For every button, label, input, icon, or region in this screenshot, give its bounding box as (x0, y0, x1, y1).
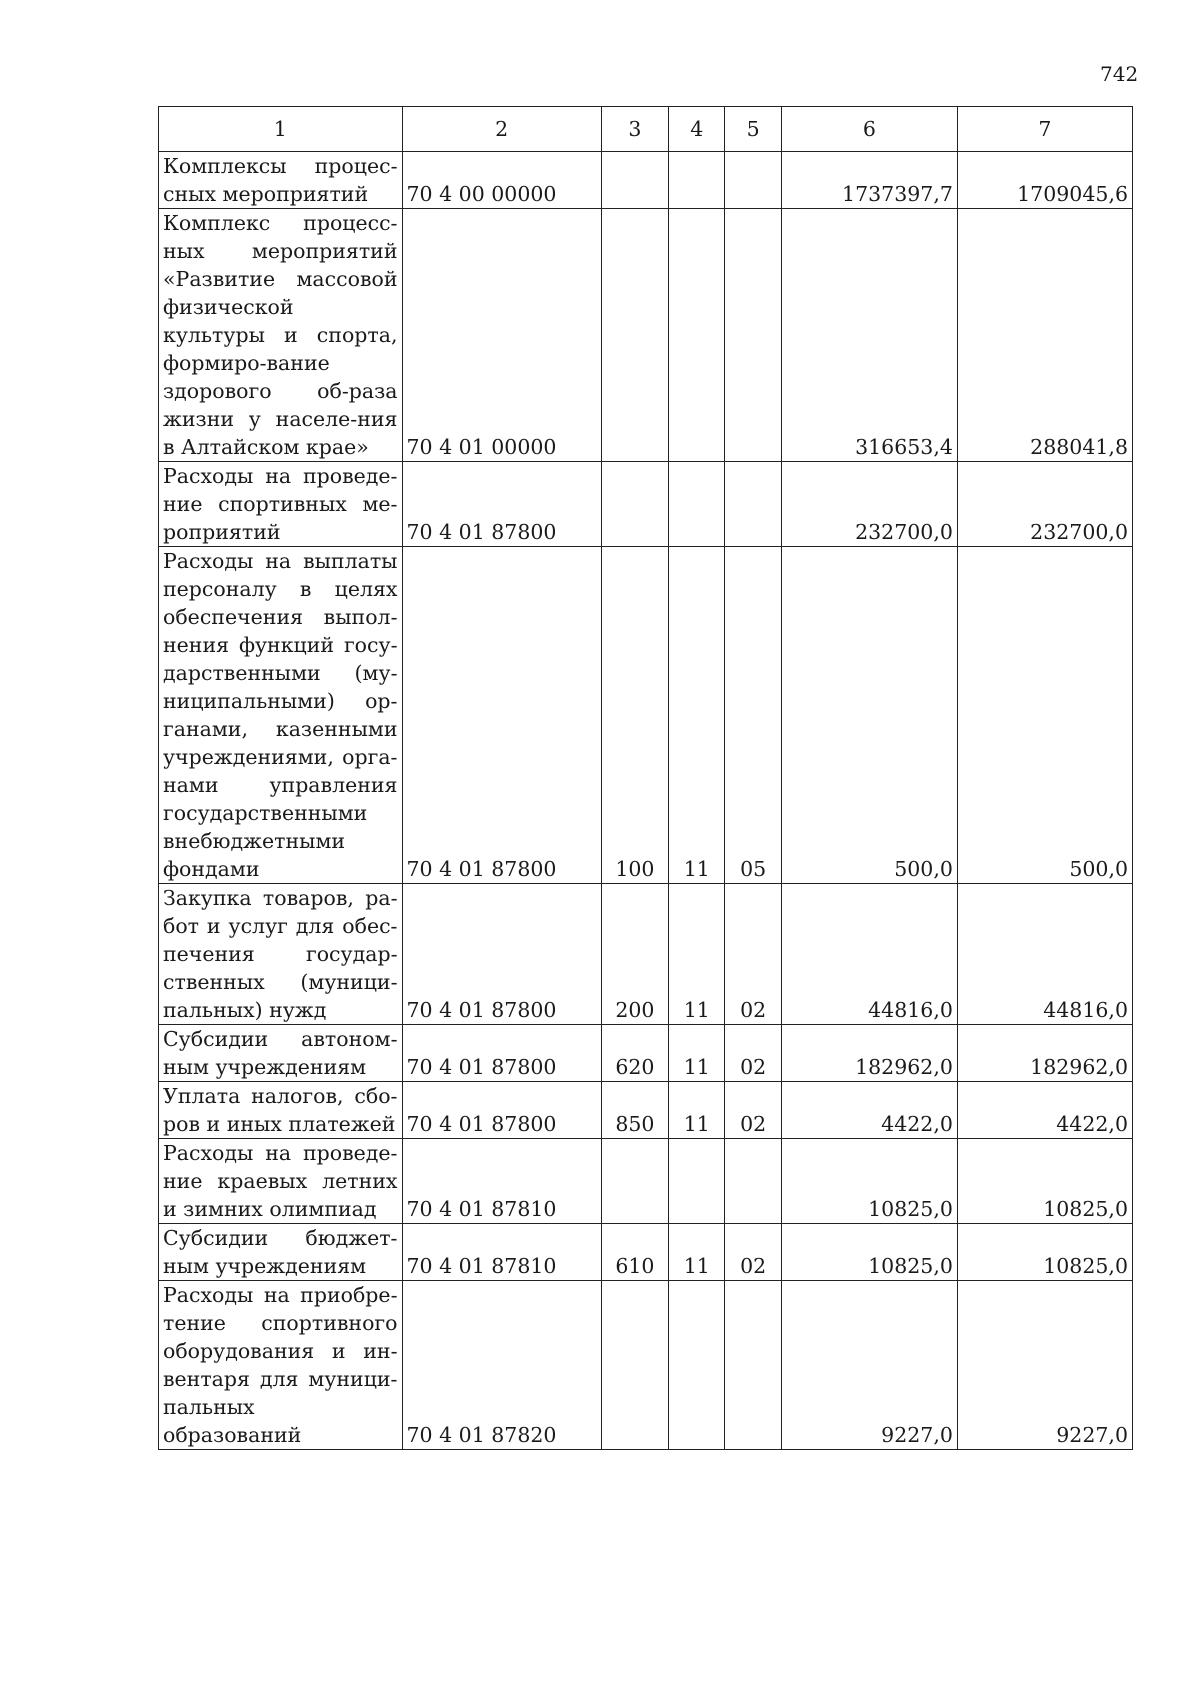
page-number: 742 (1100, 62, 1139, 86)
row-rz-cell: 11 (669, 884, 725, 1025)
table-row (159, 547, 1133, 884)
row-rz-cell: 11 (669, 1082, 725, 1139)
column-header: 4 (669, 107, 725, 152)
row-rz-cell (669, 209, 725, 462)
row-pr-cell: 02 (725, 884, 781, 1025)
row-name-cell: Расходы на проведе-ние краевых летних и зимних олимпиад (159, 1139, 403, 1224)
column-header: 6 (781, 107, 957, 152)
table-row (159, 462, 1133, 547)
row-sum1-cell: 10825,0 (781, 1139, 957, 1224)
row-vr-cell: 100 (601, 547, 668, 884)
row-name-cell: Расходы на проведе-ние спортивных ме-роприятий (159, 462, 403, 547)
row-rz-cell (669, 152, 725, 209)
row-sum2-cell: 10825,0 (957, 1224, 1132, 1281)
row-sum2-cell: 288041,8 (957, 209, 1132, 462)
column-header: 3 (601, 107, 668, 152)
table-header-row (159, 107, 1133, 152)
row-sum2-cell: 44816,0 (957, 884, 1132, 1025)
row-vr-cell: 200 (601, 884, 668, 1025)
row-vr-cell (601, 1281, 668, 1450)
row-pr-cell (725, 1281, 781, 1450)
row-code-cell: 70 4 01 87820 (402, 1281, 601, 1450)
row-rz-cell: 11 (669, 1025, 725, 1082)
table-row (159, 1224, 1133, 1281)
table-row (159, 1281, 1133, 1450)
column-header: 2 (402, 107, 601, 152)
table-row (159, 1139, 1133, 1224)
row-pr-cell (725, 1139, 781, 1224)
row-code-cell: 70 4 01 00000 (402, 209, 601, 462)
row-vr-cell (601, 462, 668, 547)
table-row (159, 209, 1133, 462)
row-code-cell: 70 4 01 87800 (402, 1025, 601, 1082)
row-rz-cell (669, 1281, 725, 1450)
row-sum1-cell: 4422,0 (781, 1082, 957, 1139)
row-code-cell: 70 4 00 00000 (402, 152, 601, 209)
row-sum1-cell: 316653,4 (781, 209, 957, 462)
row-name-cell: Субсидии бюджет-ным учреждениям (159, 1224, 403, 1281)
row-sum2-cell: 4422,0 (957, 1082, 1132, 1139)
row-pr-cell: 02 (725, 1224, 781, 1281)
table-row (159, 1082, 1133, 1139)
row-code-cell: 70 4 01 87810 (402, 1139, 601, 1224)
row-name-cell: Расходы на выплаты персоналу в целях обеспечения выпол-нения функций госу-дарственными (му-ниципальными) ор-ганами, казенными учреждениями, орга-нами управления государственными внебюджетными фондами (159, 547, 403, 884)
row-pr-cell (725, 209, 781, 462)
row-code-cell: 70 4 01 87800 (402, 884, 601, 1025)
row-name-cell: Закупка товаров, ра-бот и услуг для обес-печения государ-ственных (муници-пальных) нужд (159, 884, 403, 1025)
row-vr-cell: 620 (601, 1025, 668, 1082)
row-sum1-cell: 1737397,7 (781, 152, 957, 209)
row-rz-cell: 11 (669, 1224, 725, 1281)
column-header: 7 (957, 107, 1132, 152)
row-code-cell: 70 4 01 87800 (402, 547, 601, 884)
column-header: 5 (725, 107, 781, 152)
row-pr-cell: 05 (725, 547, 781, 884)
table-row (159, 152, 1133, 209)
row-vr-cell: 850 (601, 1082, 668, 1139)
row-code-cell: 70 4 01 87810 (402, 1224, 601, 1281)
row-name-cell: Комплекс процесс-ных мероприятий «Развитие массовой физической культуры и спорта, формиро-вание здорового об-раза жизни у населе-ния в Алтайском крае» (159, 209, 403, 462)
row-sum1-cell: 9227,0 (781, 1281, 957, 1450)
row-sum2-cell: 10825,0 (957, 1139, 1132, 1224)
row-vr-cell (601, 152, 668, 209)
row-sum2-cell: 182962,0 (957, 1025, 1132, 1082)
row-name-cell: Уплата налогов, сбо-ров и иных платежей (159, 1082, 403, 1139)
row-name-cell: Расходы на приобре-тение спортивного оборудования и ин-вентаря для муници-пальных образований (159, 1281, 403, 1450)
row-pr-cell: 02 (725, 1025, 781, 1082)
row-rz-cell (669, 462, 725, 547)
row-sum1-cell: 182962,0 (781, 1025, 957, 1082)
row-code-cell: 70 4 01 87800 (402, 462, 601, 547)
row-sum2-cell: 1709045,6 (957, 152, 1132, 209)
row-pr-cell (725, 462, 781, 547)
row-pr-cell: 02 (725, 1082, 781, 1139)
row-sum1-cell: 232700,0 (781, 462, 957, 547)
row-rz-cell: 11 (669, 547, 725, 884)
row-pr-cell (725, 152, 781, 209)
table-row (159, 884, 1133, 1025)
column-header: 1 (159, 107, 403, 152)
row-sum1-cell: 500,0 (781, 547, 957, 884)
row-code-cell: 70 4 01 87800 (402, 1082, 601, 1139)
budget-table (158, 106, 1133, 1450)
row-sum1-cell: 44816,0 (781, 884, 957, 1025)
row-vr-cell (601, 209, 668, 462)
row-vr-cell (601, 1139, 668, 1224)
table-row (159, 1025, 1133, 1082)
row-name-cell: Субсидии автоном-ным учреждениям (159, 1025, 403, 1082)
row-sum2-cell: 232700,0 (957, 462, 1132, 547)
row-sum1-cell: 10825,0 (781, 1224, 957, 1281)
row-name-cell: Комплексы процес-сных мероприятий (159, 152, 403, 209)
row-sum2-cell: 9227,0 (957, 1281, 1132, 1450)
row-rz-cell (669, 1139, 725, 1224)
row-sum2-cell: 500,0 (957, 547, 1132, 884)
row-vr-cell: 610 (601, 1224, 668, 1281)
